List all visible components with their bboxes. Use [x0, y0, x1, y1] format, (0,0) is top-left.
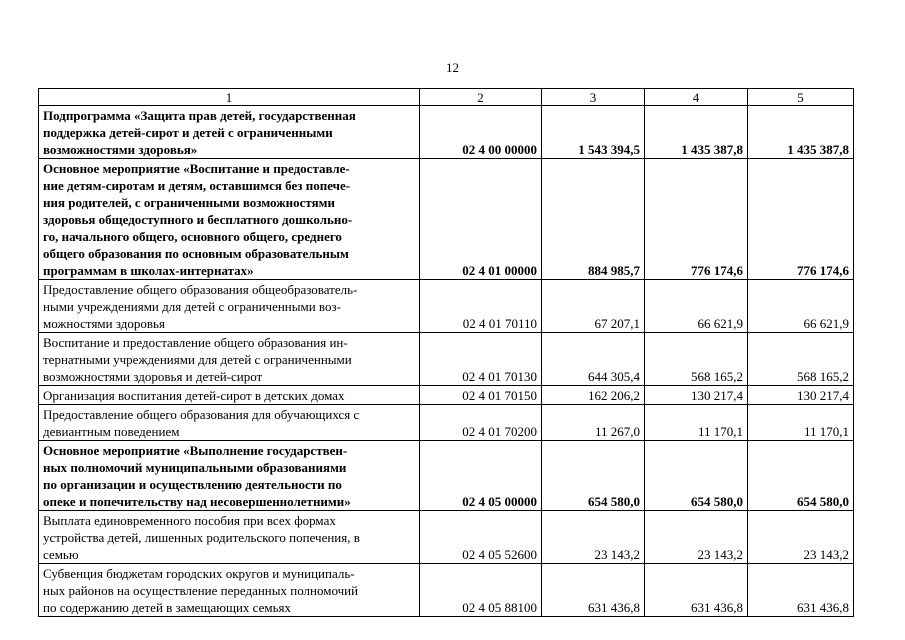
row-name-line: ными учреждениями для детей с ограниченными воз-: [43, 299, 341, 314]
row-value-col3: 23 143,2: [542, 511, 645, 564]
row-value-col4: 776 174,6: [645, 159, 748, 280]
row-value-col4: 11 170,1: [645, 405, 748, 441]
row-value-col3: 162 206,2: [542, 386, 645, 405]
row-value-col5: 631 436,8: [748, 564, 854, 617]
row-value-col5: 654 580,0: [748, 441, 854, 511]
table-row: [39, 441, 854, 511]
row-name-line: Основное мероприятие «Выполнение государствен-: [43, 443, 348, 458]
row-value-col4: 654 580,0: [645, 441, 748, 511]
row-name-line: здоровья общедоступного и бесплатного дошкольно-: [43, 212, 353, 227]
row-value-col5: 23 143,2: [748, 511, 854, 564]
row-name-line: Предоставление общего образования общеобразователь-: [43, 282, 358, 297]
row-value-col5: 130 217,4: [748, 386, 854, 405]
row-value-col3: 644 305,4: [542, 333, 645, 386]
row-name-line: го, начального общего, основного общего, среднего: [43, 229, 342, 244]
row-value-col4: 130 217,4: [645, 386, 748, 405]
row-value-col4: 23 143,2: [645, 511, 748, 564]
row-name-cell: [39, 511, 420, 564]
row-code-cell: 02 4 01 70130: [420, 333, 542, 386]
row-name-cell: [39, 106, 420, 159]
header-col-5: 5: [748, 89, 854, 106]
header-col-1: 1: [39, 89, 420, 106]
row-code-cell: 02 4 01 70110: [420, 280, 542, 333]
table-row: [39, 405, 854, 441]
row-name-line: по содержанию детей в замещающих семьях: [43, 600, 291, 615]
table-row: [39, 280, 854, 333]
row-name-line: Организация воспитания детей-сирот в детских домах: [43, 388, 345, 403]
row-value-col4: 568 165,2: [645, 333, 748, 386]
row-name-line: можностями здоровья: [43, 316, 165, 331]
row-value-col3: 1 543 394,5: [542, 106, 645, 159]
table-row: [39, 106, 854, 159]
table-header-row: [39, 89, 854, 106]
table-row: [39, 333, 854, 386]
row-value-col5: 776 174,6: [748, 159, 854, 280]
header-col-2: 2: [420, 89, 542, 106]
table-row: [39, 564, 854, 617]
table-row: [39, 159, 854, 280]
row-name-cell: [39, 333, 420, 386]
row-name-cell: [39, 441, 420, 511]
row-name-line: Основное мероприятие «Воспитание и предоставле-: [43, 161, 350, 176]
row-name-line: Подпрограмма «Защита прав детей, государственная: [43, 108, 356, 123]
row-name-line: девиантным поведением: [43, 424, 180, 439]
row-value-col5: 11 170,1: [748, 405, 854, 441]
row-name-line: Субвенция бюджетам городских округов и муниципаль-: [43, 566, 355, 581]
row-name-line: ние детям-сиротам и детям, оставшимся без попече-: [43, 178, 351, 193]
row-name-line: программам в школах-интернатах»: [43, 263, 254, 278]
row-name-cell: [39, 564, 420, 617]
row-name-line: опеке и попечительству над несовершеннолетними»: [43, 494, 351, 509]
row-value-col3: 67 207,1: [542, 280, 645, 333]
row-code-cell: 02 4 05 00000: [420, 441, 542, 511]
row-name-line: ных полномочий муниципальными образованиями: [43, 460, 347, 475]
row-name-line: Выплата единовременного пособия при всех формах: [43, 513, 336, 528]
row-value-col4: 1 435 387,8: [645, 106, 748, 159]
table-row: [39, 386, 854, 405]
row-value-col5: 568 165,2: [748, 333, 854, 386]
table-row: [39, 511, 854, 564]
row-value-col5: 1 435 387,8: [748, 106, 854, 159]
row-name-line: Предоставление общего образования для обучающихся с: [43, 407, 360, 422]
row-value-col3: 11 267,0: [542, 405, 645, 441]
row-code-cell: 02 4 05 52600: [420, 511, 542, 564]
row-name-cell: [39, 159, 420, 280]
row-name-line: устройства детей, лишенных родительского попечения, в: [43, 530, 360, 545]
row-name-line: возможностями здоровья и детей-сирот: [43, 369, 263, 384]
row-name-cell: [39, 386, 420, 405]
row-value-col4: 66 621,9: [645, 280, 748, 333]
row-value-col3: 884 985,7: [542, 159, 645, 280]
row-name-line: по организации и осуществлению деятельности по: [43, 477, 342, 492]
row-name-cell: [39, 280, 420, 333]
table-body: [39, 106, 854, 617]
row-code-cell: 02 4 05 88100: [420, 564, 542, 617]
row-code-cell: 02 4 01 70200: [420, 405, 542, 441]
row-value-col3: 654 580,0: [542, 441, 645, 511]
header-col-3: 3: [542, 89, 645, 106]
row-name-cell: [39, 405, 420, 441]
header-col-4: 4: [645, 89, 748, 106]
row-name-line: ных районов на осуществление переданных полномочий: [43, 583, 359, 598]
row-value-col4: 631 436,8: [645, 564, 748, 617]
row-name-line: ния родителей, с ограниченными возможностями: [43, 195, 335, 210]
row-name-line: Воспитание и предоставление общего образования ин-: [43, 335, 348, 350]
row-name-line: общего образования по основным образовательным: [43, 246, 349, 261]
page-number: 12: [446, 60, 459, 75]
row-name-line: тернатными учреждениями для детей с ограниченными: [43, 352, 352, 367]
row-value-col3: 631 436,8: [542, 564, 645, 617]
row-code-cell: 02 4 00 00000: [420, 106, 542, 159]
row-value-col5: 66 621,9: [748, 280, 854, 333]
row-name-line: поддержка детей-сирот и детей с ограниченными: [43, 125, 333, 140]
row-code-cell: 02 4 01 00000: [420, 159, 542, 280]
row-code-cell: 02 4 01 70150: [420, 386, 542, 405]
row-name-line: возможностями здоровья»: [43, 142, 198, 157]
budget-table: [38, 88, 854, 617]
row-name-line: семью: [43, 547, 79, 562]
